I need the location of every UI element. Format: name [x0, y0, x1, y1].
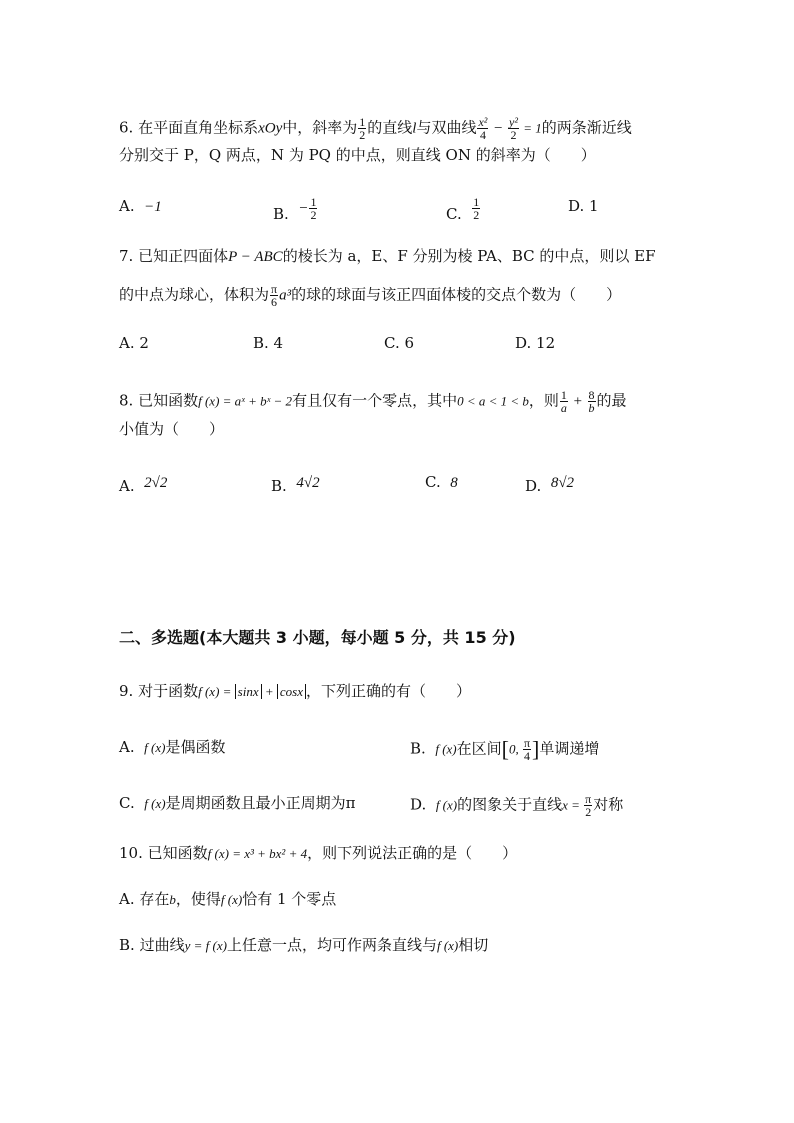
- q9-plus: +: [261, 684, 277, 699]
- q8-math-condition: 0 < a < 1 < b: [457, 393, 529, 409]
- q8-option-c: C. 8: [425, 473, 458, 491]
- q7-option-c: C. 6: [384, 334, 415, 352]
- q7-math-tetrahedron: P − ABC: [228, 249, 283, 265]
- q9-number: 9.: [119, 682, 134, 700]
- q8-number: 8.: [119, 391, 134, 410]
- q6-hyperbola-x: $\frac{\text{x²}}{4}$: [478, 115, 488, 142]
- q8-option-d: D. 8√2: [525, 475, 575, 495]
- q10-line1: [119, 843, 517, 864]
- q8-text: ，则: [528, 391, 559, 410]
- q8-plus: +: [568, 393, 587, 410]
- q9-option-d: D. f (x)的图象关于直线x = $\frac{\pi}{2}$ 对称: [410, 792, 624, 819]
- q7-number: 7.: [119, 247, 134, 265]
- q6-hyperbola-y: $\frac{\text{y²}}{2}$: [509, 115, 518, 142]
- q6-line1: [119, 116, 632, 141]
- q6-line2: 分别交于 P，Q 两点，N 为 PQ 的中点，则直线 ON 的斜率为（ ）: [119, 146, 596, 164]
- q8-text: 的最: [596, 391, 627, 410]
- q10-number: 10.: [119, 844, 143, 862]
- q6-equals-one: = 1: [519, 120, 542, 136]
- q7-line1: [119, 246, 656, 267]
- q9-option-b: B. f (x)在区间[0, $\frac{\pi}{4}$ ]单调递增: [410, 736, 600, 763]
- q6-option-d: D. 1: [568, 197, 599, 215]
- q6-option-a: A. −1: [119, 197, 162, 215]
- q9-text: 对于函数: [138, 682, 199, 700]
- q8-option-a: A. 2√2: [119, 475, 168, 495]
- q7-math-a-cubed: a³: [279, 287, 292, 304]
- q8-line2: 小值为（ ）: [119, 420, 225, 438]
- q7-text: 的球的球面与该正四面体棱的交点个数为（ ）: [291, 285, 622, 304]
- q7-volume-fraction: $\frac{\pi}{6}$: [271, 282, 278, 309]
- q7-text: 的中点为球心，体积为: [119, 285, 270, 304]
- q6-slope-fraction: $\frac{1}{2}$: [359, 115, 366, 142]
- q8-line1: [119, 389, 627, 414]
- q7-line2: [119, 283, 621, 308]
- q8-text: 已知函数: [138, 391, 199, 410]
- q10-option-b: B. 过曲线y = f (x)上任意一点，均可作两条直线与f (x)相切: [119, 936, 489, 954]
- q9-line1: [119, 681, 471, 702]
- q7-option-d: D. 12: [515, 334, 556, 352]
- q6-option-c: C. $\frac{1}{2}$: [446, 195, 480, 223]
- q10-math-function: f (x) = x³ + bx² + 4: [207, 846, 308, 861]
- q9-abs-sin: sinx: [235, 684, 262, 699]
- q6-number: 6.: [119, 118, 134, 137]
- q8-math-function: f (x) = aˣ + bˣ − 2: [198, 393, 293, 409]
- q6-text: 的直线: [367, 118, 413, 137]
- q9-abs-cos: cosx: [277, 684, 306, 699]
- q9-math-function: f (x) =: [198, 684, 235, 699]
- q7-text: 的棱长为 a，E、F 分别为棱 PA、BC 的中点，则以 EF: [282, 247, 656, 265]
- q10-option-a: A. 存在b，使得f (x)恰有 1 个零点: [119, 890, 337, 908]
- q6-math-xoy: xOy: [258, 120, 283, 137]
- q8-fraction-2: $\frac{8}{b}$: [588, 388, 595, 415]
- q8-text: 有且仅有一个零点，其中: [292, 391, 458, 410]
- q6-math-l: l: [412, 120, 417, 137]
- q9-option-c: C. f (x)是周期函数且最小正周期为π: [119, 794, 356, 812]
- q6-text: 的两条渐近线: [541, 118, 632, 137]
- q6-text: 与双曲线: [416, 118, 477, 137]
- q8-fraction-1: $\frac{1}{a}$: [560, 388, 567, 415]
- q6-option-b: B. − $\frac{1}{2}$: [273, 195, 317, 223]
- q6-text: 中，斜率为: [282, 118, 358, 137]
- q7-text: 已知正四面体: [138, 247, 229, 265]
- section-heading-multiple-choice: 二、多选题(本大题共 3 小题，每小题 5 分，共 15 分): [119, 628, 516, 647]
- q6-text: 在平面直角坐标系: [138, 118, 259, 137]
- q7-option-b: B. 4: [253, 334, 284, 352]
- q9-option-a: A. f (x)是偶函数: [119, 738, 226, 756]
- q10-text: 已知函数: [147, 844, 208, 862]
- q8-option-b: B. 4√2: [271, 475, 320, 495]
- q7-option-a: A. 2: [119, 334, 149, 352]
- q10-text: ，则下列说法正确的是（ ）: [307, 844, 518, 862]
- q9-text: ，下列正确的有（ ）: [306, 682, 472, 700]
- q6-minus: −: [489, 120, 508, 137]
